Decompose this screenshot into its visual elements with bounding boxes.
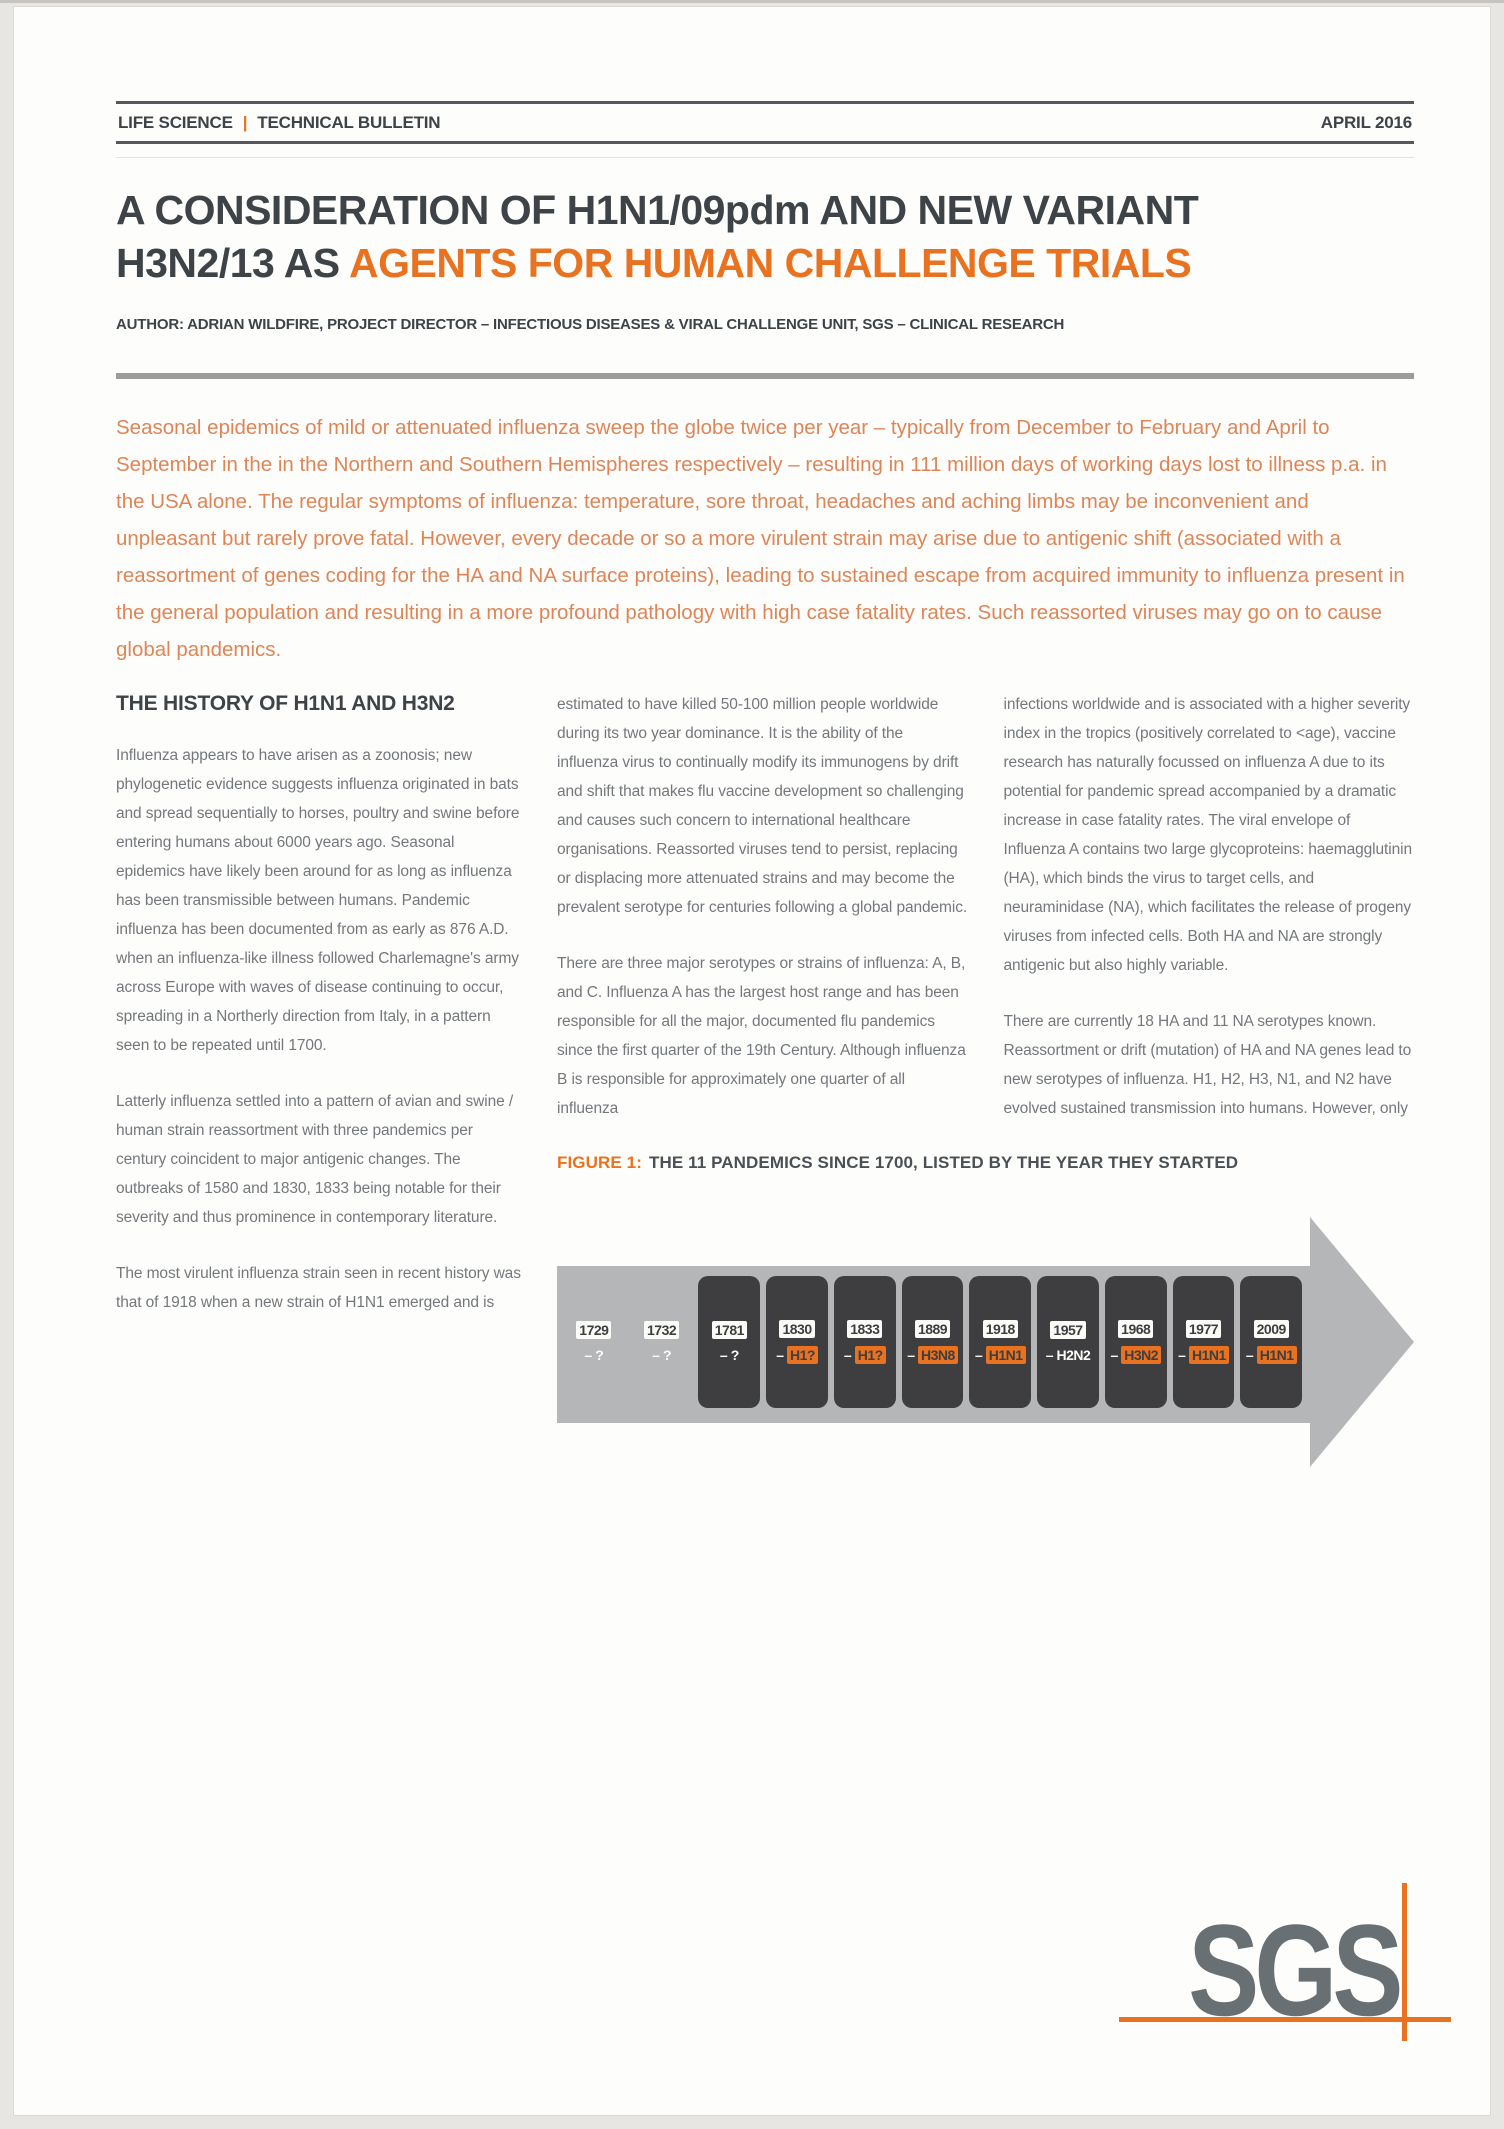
timeline-item: [698, 1276, 760, 1408]
timeline-item: [631, 1276, 693, 1408]
body-paragraph: The most virulent influenza strain seen in recent history was that of 1918 when a new strain of H1N1 emerged and is: [116, 1265, 521, 1311]
masthead-left: [118, 113, 440, 133]
timeline-year-chip: 2009: [1254, 1320, 1289, 1338]
intro-paragraph: Seasonal epidemics of mild or attenuated influenza sweep the globe twice per year – typically from December to February and April to September in the in the Northern and Southern Hemispheres respectively – resulting in 111 million days of working days lost to illness p.a. in the USA alone. The regular symptoms of influenza: temperature, sore throat, headaches and aching limbs may be inconvenient and unpleasant but rarely prove fatal. However, every decade or so a more virulent strain may arise due to antigenic shift (associated with a reassortment of genes coding for the HA and NA surface proteins), leading to sustained escape from acquired immunity to influenza present in the general population and resulting in a more profound pathology with high case fatality rates. Such reassorted viruses may go on to cause global pandemics.: [116, 416, 1405, 661]
columns-2-3: [557, 690, 1414, 1123]
timeline-strain-label: – ?: [652, 1347, 672, 1363]
title-line1: A CONSIDERATION OF H1N1/09pdm AND NEW VARIANT: [116, 187, 1199, 233]
masthead-category: LIFE SCIENCE: [118, 113, 233, 132]
timeline-year-chip: 1833: [847, 1320, 882, 1338]
figure-caption: [557, 1153, 1414, 1173]
masthead: [116, 101, 1414, 144]
timeline-items: [563, 1276, 1302, 1408]
masthead-separator: |: [242, 113, 248, 132]
author-line: AUTHOR: ADRIAN WILDFIRE, PROJECT DIRECTOR – INFECTIOUS DISEASES & VIRAL CHALLENGE UNIT, SGS – CLINICAL RESEARCH: [116, 316, 1065, 333]
timeline-item: [969, 1276, 1031, 1408]
timeline-item: [1240, 1276, 1302, 1408]
body-paragraph: Latterly influenza settled into a pattern of avian and swine / human strain reassortment with three pandemics per century coincident to major antigenic changes. The outbreaks of 1580 and 1830, 1833 being notable for their severity and thus prominence in contemporary literature.: [116, 1093, 514, 1226]
body-paragraph: infections worldwide and is associated with a higher severity index in the tropics (positively correlated to <age), vaccine research has naturally focussed on influenza A due to its potential for pandemic spread accompanied by a dramatic increase in case fatality rates. The viral envelope of Influenza A contains two large glycoproteins: haemagglutinin (HA), which binds the virus to target cells, and neuraminidase (NA), which facilitates the release of progeny viruses from infected cells. Both HA and NA are strongly antigenic but also highly variable.: [1003, 696, 1412, 974]
page-content: [116, 7, 1414, 1467]
page-edge-strip: [0, 0, 1504, 3]
timeline-year-chip: 1729: [576, 1321, 611, 1339]
timeline-arrowhead-icon: [1310, 1217, 1414, 1467]
section-divider-rule: [116, 373, 1414, 379]
section-heading: THE HISTORY OF H1N1 AND H3N2: [116, 692, 455, 715]
timeline-item: [1105, 1276, 1167, 1408]
masthead-subrule: [116, 157, 1414, 158]
timeline-year-chip: 1918: [983, 1320, 1018, 1338]
page-title: [116, 184, 1414, 290]
timeline-item: [1173, 1276, 1235, 1408]
logo-text: SGS: [1188, 1896, 1399, 2043]
title-line2-accent: AGENTS FOR HUMAN CHALLENGE TRIALS: [349, 240, 1192, 286]
timeline-item: [766, 1276, 828, 1408]
timeline-strain-label: – H3N2: [1110, 1346, 1161, 1364]
timeline-strain-label: – H1N1: [975, 1346, 1026, 1364]
masthead-doc-type: TECHNICAL BULLETIN: [257, 113, 441, 132]
timeline-year-chip: 1830: [779, 1320, 814, 1338]
timeline-strain-label: – H2N2: [1045, 1347, 1091, 1363]
body-paragraph: Influenza appears to have arisen as a zoonosis; new phylogenetic evidence suggests influenza originated in bats and spread sequentially to horses, poultry and swine before entering humans about 6000 years ago. Seasonal epidemics have likely been around for as long as influenza has been transmissible between humans. Pandemic influenza has been documented from as early as 876 A.D. when an influenza-like illness followed Charlemagne's army across Europe with waves of disease continuing to occur, spreading in a Northerly direction from Italy, in a pattern seen to be repeated until 1700.: [116, 747, 520, 1054]
timeline-strain-label: – H1N1: [1246, 1346, 1297, 1364]
column-3: [1004, 690, 1415, 1123]
masthead-date: APRIL 2016: [1320, 113, 1412, 132]
timeline-year-chip: 1957: [1050, 1321, 1085, 1339]
timeline-strain-label: – H3N8: [907, 1346, 958, 1364]
body-paragraph: estimated to have killed 50-100 million people worldwide during its two year dominance. It is the ability of the influenza virus to continually modify its immunogens by drift and shift that makes flu vaccine development so challenging and causes such concern to international healthcare organisations. Reassorted viruses tend to persist, replacing or displacing more attenuated strains and may become the prevalent serotype for centuries following a global pandemic.: [557, 696, 968, 916]
body-columns: [116, 690, 1414, 1467]
timeline-strain-label: – H1N1: [1178, 1346, 1229, 1364]
timeline-strain-label: – ?: [584, 1347, 604, 1363]
title-line2-dark: H3N2/13 AS: [116, 240, 350, 286]
timeline-strain-label: – H1?: [844, 1346, 886, 1364]
document-page: [13, 6, 1491, 2116]
timeline-year-chip: 1977: [1186, 1320, 1221, 1338]
pandemics-timeline-figure: [557, 1217, 1414, 1467]
timeline-item: [563, 1276, 625, 1408]
timeline-strain-label: – ?: [719, 1347, 739, 1363]
timeline-year-chip: 1732: [644, 1321, 679, 1339]
timeline-strain-label: – H1?: [776, 1346, 818, 1364]
timeline-item: [902, 1276, 964, 1408]
timeline-item: [1037, 1276, 1099, 1408]
timeline-year-chip: 1968: [1118, 1320, 1153, 1338]
body-paragraph: There are currently 18 HA and 11 NA serotypes known. Reassortment or drift (mutation) of HA and NA genes lead to new serotypes of influenza. H1, H2, H3, N1, and N2 have evolved sustained transmission into humans. However, only: [1003, 1013, 1412, 1117]
figure-caption-label: FIGURE 1:: [557, 1153, 642, 1172]
figure-caption-text: THE 11 PANDEMICS SINCE 1700, LISTED BY THE YEAR THEY STARTED: [648, 1153, 1239, 1172]
sgs-logo: [1119, 1879, 1451, 2079]
timeline-year-chip: 1781: [712, 1321, 747, 1339]
column-1: [116, 690, 521, 1317]
timeline-item: [834, 1276, 896, 1408]
right-region: [557, 690, 1414, 1467]
body-paragraph: There are three major serotypes or strains of influenza: A, B, and C. Influenza A has the largest host range and has been responsible for all the major, documented flu pandemics since the first quarter of the 19th Century. Although influenza B is responsible for approximately one quarter of all influenza: [557, 955, 966, 1117]
timeline-year-chip: 1889: [915, 1320, 950, 1338]
column-2: [557, 690, 968, 1123]
